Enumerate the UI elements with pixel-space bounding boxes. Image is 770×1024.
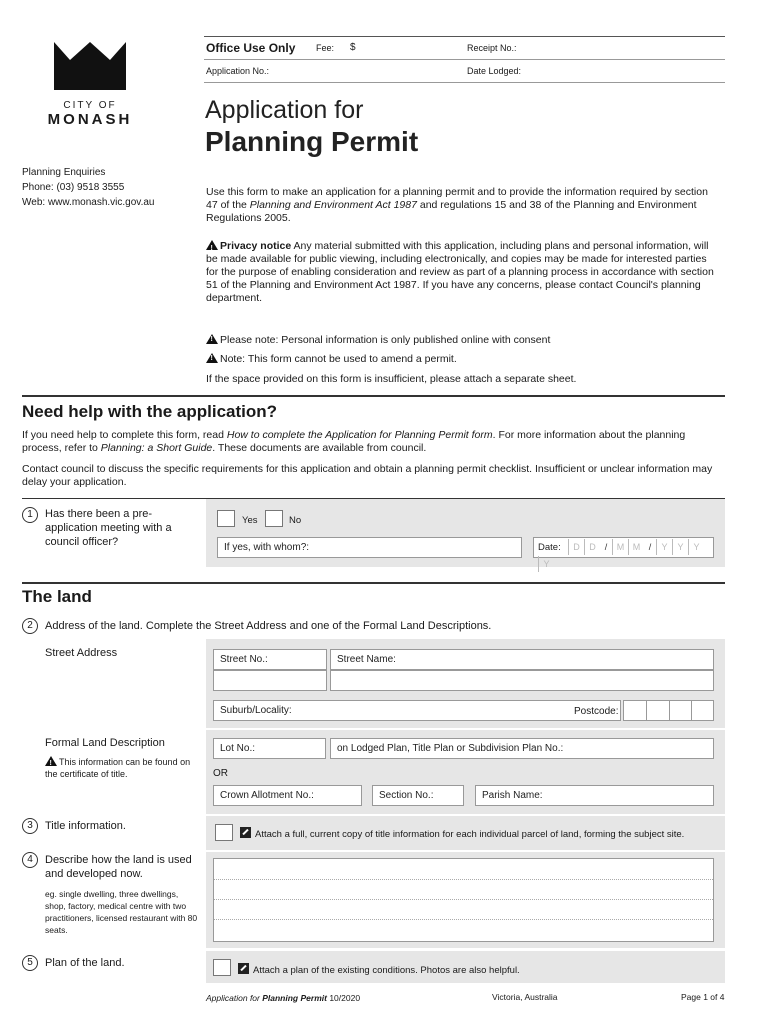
contact-info [22,165,154,210]
receipt-label: Receipt No.: [467,43,517,53]
privacy-notice: !Privacy notice Any material submitted with this application, including plans and personal information, will be made available for public viewing, including electronically, and copies may be made for interested parties for the purpose of enabling consideration and review as part of a planning process in accordance with section 51 of the Planning and Environment Act 1987. If you have any concerns, please contact Council's planning department. [206,240,721,305]
q2-text: Address of the land. Complete the Street Address and one of the Formal Land Descriptions. [45,620,492,632]
fee-label: Fee: [316,43,335,53]
street-no-field[interactable]: Street No.: [213,649,327,670]
date-field[interactable] [533,537,714,569]
monash-m-icon [40,40,140,92]
footer-form-name: Application for Planning Permit 10/2020 [206,993,361,1003]
q4-example: eg. single dwelling, three dwellings, shop, factory, medical centre with two practitioners, licensed restaurant with 80 seats. [45,889,198,935]
warning-icon [206,334,218,344]
land-use-textarea[interactable] [213,858,714,942]
title-attach-checkbox[interactable] [215,824,233,841]
footer-state: Victoria, Australia [492,992,558,1002]
title-line-1: Application for [205,96,364,124]
postcode-label: Postcode: [574,706,619,717]
with-whom-field[interactable]: If yes, with whom?: [217,537,522,558]
question-number: 4 [22,852,38,868]
yes-label: Yes [242,515,258,526]
attach-icon [238,963,249,974]
date-cell: Y [656,539,672,555]
plan-attach-text: Attach a plan of the existing conditions. Photos are also helpful. [238,963,520,976]
help-heading: Need help with the application? [22,402,278,421]
monash-logo [40,40,140,135]
suburb-field[interactable]: Suburb/Locality: [213,700,621,721]
date-label: Date: [538,542,561,553]
help-paragraph-1: If you need help to complete this form, read How to complete the Application for Planning Permit form. For more information about the planning process, refer to Planning: a Short Guide. These documents are available from council. [22,429,686,454]
question-number: 3 [22,818,38,834]
contact-web: Web: www.monash.vic.gov.au [22,197,155,208]
street-name-field[interactable]: Street Name: [330,649,714,670]
date-cell: M [628,539,644,555]
title-attach-text: Attach a full, current copy of title information for each individual parcel of land, forming the subject site. [240,827,684,840]
yes-checkbox[interactable] [217,510,235,527]
date-cell: D [584,539,600,555]
page-title: Planning Permit [205,126,419,157]
q3-text: Title information. [45,820,126,832]
date-lodged-label: Date Lodged: [467,66,522,76]
street-name-line-2-field[interactable] [330,670,714,691]
section-no-field[interactable]: Section No.: [372,785,464,806]
footer-page-number: Page 1 of 4 [681,992,725,1002]
land-heading: The land [22,587,92,606]
formal-land-label: Formal Land Description [45,737,165,749]
warning-icon [206,240,218,250]
date-cell: D [568,539,584,555]
street-line-2-field[interactable] [213,670,327,691]
date-cell: Y [672,539,688,555]
date-cell: M [612,539,628,555]
no-checkbox[interactable] [265,510,283,527]
attach-icon [240,827,251,838]
date-cell: / [604,542,608,552]
intro-paragraph: Use this form to make an application for a planning permit and to provide the information required by section 47 of the Planning and Environment Act 1987 and regulations 15 and 38 of the Planning and Environment Regulations 2005. [206,186,708,224]
formal-land-note: !This information can be found on the certificate of title. [45,756,200,780]
date-cell: Y [688,539,704,555]
note-amend: !Note: This form cannot be used to amend a permit. [206,353,457,365]
office-use-title: Office Use Only [206,41,296,55]
q1-text: Has there been a pre-application meeting with a council officer? [45,508,172,548]
fee-symbol: $ [350,42,356,53]
logo-city-of: CITY OF [63,100,117,111]
logo-monash: MONASH [47,111,133,128]
street-address-label: Street Address [45,647,118,659]
note-space: If the space provided on this form is insufficient, please attach a separate sheet. [206,373,577,385]
lodged-plan-field[interactable]: on Lodged Plan, Title Plan or Subdivision Plan No.: [330,738,714,759]
or-label: OR [213,768,228,779]
warning-icon [45,756,57,766]
q4-text: Describe how the land is used and developed now. [45,854,192,880]
date-cell: / [648,542,652,552]
crown-allotment-field[interactable]: Crown Allotment No.: [213,785,362,806]
contact-heading: Planning Enquiries [22,167,106,178]
help-paragraph-2: Contact council to discuss the specific requirements for this application and obtain a planning permit checklist. Insufficient or unclear information may delay your application. [22,463,713,488]
date-cell: Y [538,556,554,572]
application-no-label: Application No.: [206,66,270,76]
warning-icon [206,353,218,363]
q5-text: Plan of the land. [45,957,125,969]
note-personal-info: !Please note: Personal information is only published online with consent [206,334,550,346]
parish-name-field[interactable]: Parish Name: [475,785,714,806]
plan-attach-checkbox[interactable] [213,959,231,976]
question-number: 2 [22,618,38,634]
lot-no-field[interactable]: Lot No.: [213,738,326,759]
question-number: 1 [22,507,38,523]
postcode-field[interactable] [623,700,714,721]
no-label: No [289,515,302,526]
contact-phone: Phone: (03) 9518 3555 [22,182,125,193]
question-number: 5 [22,955,38,971]
